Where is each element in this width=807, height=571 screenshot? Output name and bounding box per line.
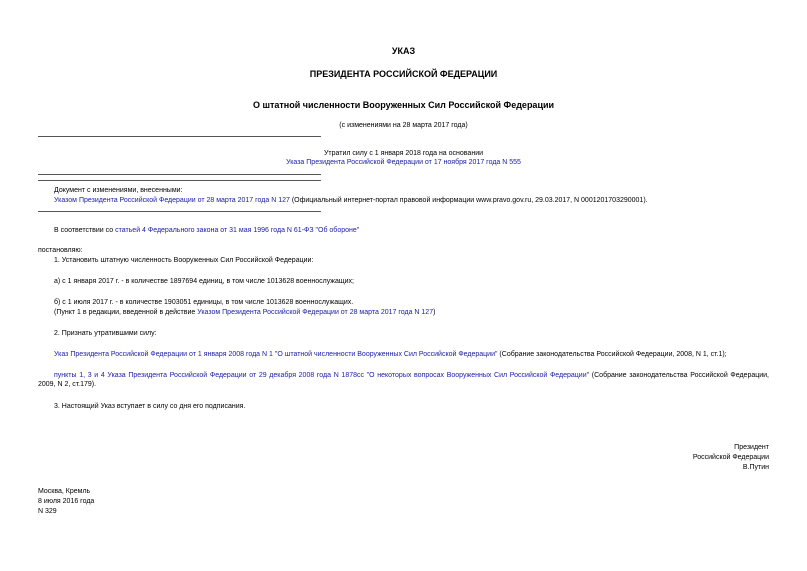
signing-date: 8 июля 2016 года bbox=[38, 498, 95, 505]
signature-title: Президент bbox=[734, 444, 769, 451]
paragraph-1b: б) с 1 июля 2017 г. - в количестве 1903051 единицы, в том числе 1013628 военнослужащих. bbox=[54, 299, 354, 306]
repealed-items-source: (Собрание законодательства Российской Федерации, 2009, N 2, ст.179). bbox=[38, 372, 770, 388]
changes-label: Документ с изменениями, внесенными: bbox=[54, 187, 183, 194]
note-prefix: (Пункт 1 в редакции, введенной в действие bbox=[54, 309, 198, 316]
paragraph-3: 3. Настоящий Указ вступает в силу со дня его подписания. bbox=[54, 403, 246, 410]
paragraph-1: 1. Установить штатную численность Вооруженных Сил Российской Федерации: bbox=[54, 257, 314, 264]
note-suffix: ) bbox=[433, 309, 436, 316]
paragraph-1a: а) с 1 января 2017 г. - в количестве 1897694 единиц, в том числе 1013628 военнослужащих; bbox=[54, 278, 354, 285]
document-heading-ukaz: УКАЗ bbox=[391, 46, 416, 56]
repealed-decree-source: (Собрание законодательства Российской Федерации, 2008, N 1, ст.1); bbox=[497, 351, 727, 358]
note-link[interactable]: Указом Президента Российской Федерации от 28 марта 2017 года N 127 bbox=[197, 309, 434, 316]
expired-note: Утратил силу с 1 января 2018 года на основании bbox=[323, 150, 484, 157]
document-heading-president: ПРЕЗИДЕНТА РОССИЙСКОЙ ФЕДЕРАЦИИ bbox=[309, 69, 498, 79]
decree-word: постановляю: bbox=[38, 247, 83, 254]
amendment-note: (с изменениями на 28 марта 2017 года) bbox=[339, 122, 468, 129]
basis-text: В соответствии со bbox=[54, 227, 116, 234]
divider bbox=[38, 211, 321, 212]
repealed-decree-link[interactable]: Указ Президента Российской Федерации от 1 января 2008 года N 1 "О штатной численности Вооруженных Сил Российской Федерации" bbox=[54, 351, 498, 358]
signature-country: Российской Федерации bbox=[692, 454, 769, 461]
changes-source: (Официальный интернет-портал правовой информации www.pravo.gov.ru, 29.03.2017, N 0001201703290001). bbox=[289, 197, 648, 204]
expired-basis-link[interactable]: Указа Президента Российской Федерации от 17 ноября 2017 года N 555 bbox=[286, 159, 521, 166]
divider bbox=[38, 180, 321, 181]
signing-place: Москва, Кремль bbox=[38, 488, 91, 495]
signature-name: В.Путин bbox=[742, 464, 769, 471]
paragraph-2b bbox=[38, 371, 769, 389]
changes-link[interactable]: Указом Президента Российской Федерации от 28 марта 2017 года N 127 bbox=[54, 197, 290, 204]
basis-law-link[interactable]: статьей 4 Федерального закона от 31 мая 1996 года N 61-ФЗ "Об обороне" bbox=[115, 227, 360, 234]
document-title: О штатной численности Вооруженных Сил Российской Федерации bbox=[252, 100, 555, 110]
changes-entry bbox=[54, 196, 769, 205]
paragraph-2a bbox=[54, 350, 769, 359]
paragraph-1b-note bbox=[54, 308, 435, 317]
basis-paragraph bbox=[54, 226, 359, 235]
decree-number: N 329 bbox=[38, 508, 57, 515]
paragraph-2: 2. Признать утратившими силу: bbox=[54, 330, 157, 337]
divider bbox=[38, 174, 321, 175]
repealed-items-link[interactable]: пункты 1, 3 и 4 Указа Президента Российской Федерации от 29 декабря 2008 года N 1878сс "О некоторых вопросах Вооруженных Сил Российской Федерации" bbox=[54, 372, 590, 379]
divider bbox=[38, 136, 321, 137]
